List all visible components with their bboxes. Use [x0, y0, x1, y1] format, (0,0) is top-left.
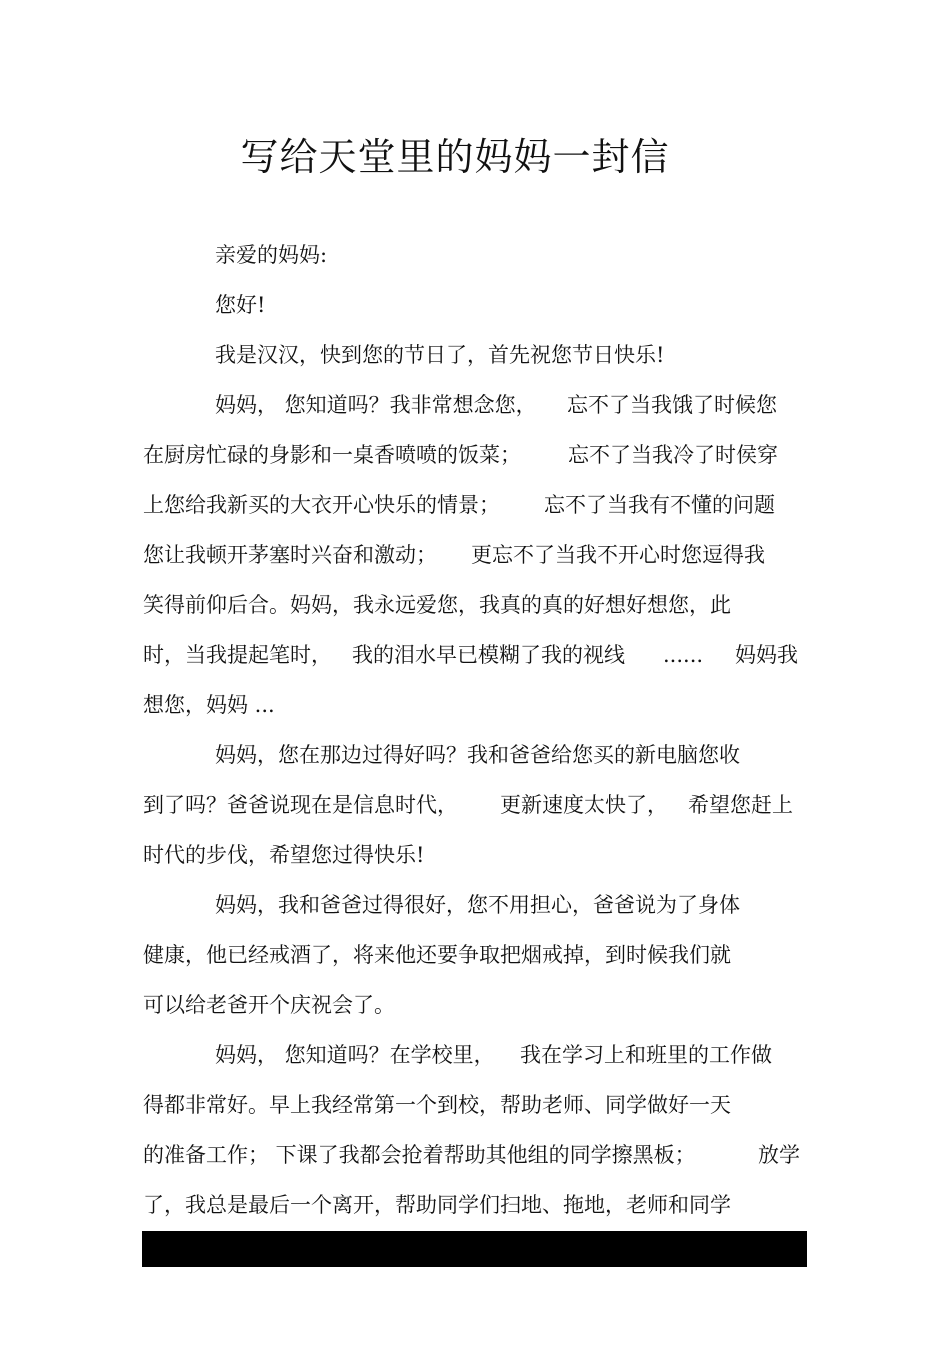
text-segment: 您好! — [215, 293, 266, 317]
text-segment: 您让我顿开茅塞时兴奋和激动； — [143, 543, 437, 567]
text-segment: 妈妈，您在那边过得好吗？我和爸爸给您买的新电脑您收 — [215, 743, 740, 767]
text-segment: 我是汉汉，快到您的节日了，首先祝您节日快乐! — [215, 343, 665, 367]
text-segment: 放学 — [758, 1143, 800, 1167]
text-segment: 妈妈， 您知道吗？我非常想念您， — [215, 393, 537, 417]
text-segment: 更忘不了当我不开心时您逗得我 — [471, 543, 765, 567]
text-segment: 得都非常好。早上我经常第一个到校，帮助老师、同学做好一天 — [143, 1093, 731, 1117]
text-segment: ...... — [663, 643, 704, 667]
text-segment: 亲爱的妈妈: — [215, 243, 328, 267]
text-segment: 想您，妈妈 ... — [143, 693, 275, 717]
text-segment: 我在学习上和班里的工作做 — [520, 1043, 772, 1067]
text-segment: 妈妈我 — [735, 643, 798, 667]
text-segment: 了，我总是最后一个离开，帮助同学们扫地、拖地，老师和同学 — [143, 1193, 731, 1217]
text-segment: 更新速度太快了， — [500, 793, 668, 817]
text-segment: 到了吗？爸爸说现在是信息时代， — [143, 793, 458, 817]
text-segment: 在厨房忙碌的身影和一桌香喷喷的饭菜； — [143, 443, 521, 467]
redaction-bar — [142, 1231, 807, 1267]
text-segment: 的准备工作； 下课了我都会抢着帮助其他组的同学擦黑板； — [143, 1143, 696, 1167]
text-segment: 忘不了当我饿了时候您 — [567, 393, 777, 417]
text-segment: 笑得前仰后合。妈妈，我永远爱您，我真的真的好想好想您，此 — [143, 593, 731, 617]
text-segment: 上您给我新买的大衣开心快乐的情景； — [143, 493, 500, 517]
text-segment: 时代的步伐，希望您过得快乐! — [143, 843, 425, 867]
text-segment: 我的泪水早已模糊了我的视线 — [352, 643, 625, 667]
text-segment: 可以给老爸开个庆祝会了。 — [143, 993, 395, 1017]
text-segment: 忘不了当我有不懂的问题 — [544, 493, 775, 517]
text-segment: 时，当我提起笔时， — [143, 643, 332, 667]
text-segment: 妈妈， 您知道吗？在学校里， — [215, 1043, 495, 1067]
text-segment: 希望您赶上 — [688, 793, 793, 817]
text-segment: 忘不了当我冷了时侯穿 — [568, 443, 778, 467]
text-segment: 健康，他已经戒酒了，将来他还要争取把烟戒掉，到时候我们就 — [143, 943, 731, 967]
text-segment: 妈妈，我和爸爸过得很好，您不用担心，爸爸说为了身体 — [215, 893, 740, 917]
document-title: 写给天堂里的妈妈一封信 — [240, 135, 670, 179]
